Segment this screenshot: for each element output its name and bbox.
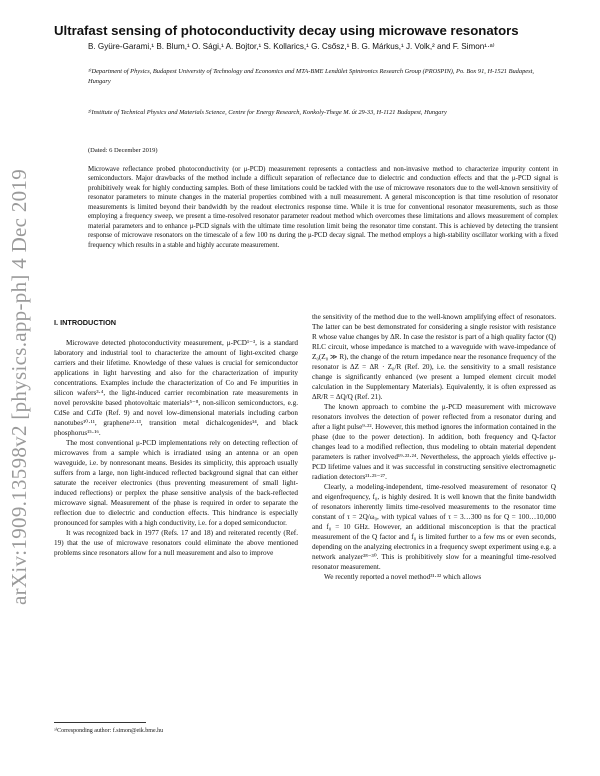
- paragraph: The most conventional μ-PCD implementations rely on detecting reflection of microwaves from a sample which is irradiated using an antenna or an open waveguide, i.e. by nonresonant means. Besides its simplicity, this approach usually suffers from a large, non light-induced reflected background signal that can either saturate the receiver electronics (thus preventing measurement of small light-induced reflections) or perplex the phase sensitive analysis of the back-reflected microwave signal. Measurement of the phase is required in order to separate the reflection due to dielectric and conduction effects. This hindrance is especially pronounced for samples with a high conductivity, i.e. for a doped semiconductor.: [54, 439, 298, 527]
- paragraph: Microwave detected photoconductivity measurement, μ-PCD¹⁻³, is a standard laboratory and industrial tool to characterize the amount of light-excited charge carriers and their lifetime. Knowledge of these values is crucial for semiconductor applications in light harvesting and also for the characterization of impurity concentrations. Examples include the characterization of Co and Fe impurities in silicon wafers³·⁴, the light-induced carrier recombination rate measurements in novel perovskite based photovoltaic materials⁵⁻⁸, non-silicon semiconductors, e.g. CdSe and CdTe (Ref. 9) and novel low-dimensional materials including carbon nanotubes¹⁰·¹¹, graphene¹²·¹³, transition metal dichalcogenides¹⁴, and black phosphorus¹⁵·¹⁶.: [54, 339, 298, 437]
- right-column: [312, 312, 556, 735]
- paragraph: The known approach to combine the μ-PCD measurement with microwave resonators involves the detection of power reflected from a resonator during and after a light pulse⁹·²². However, this method ignores the information contained in the phase (due to the power detection). In addition, both frequency and Q-factor changes lead to a modified reflection, thus modeling to obtain material dependent parameters is rather involved¹⁹·²³·²⁴. Nevertheless, the approach yields effective μ-PCD lifetime values and it was successful in constructing sensitive electromagnetic radiation detectors²¹·²⁵⁻²⁷.: [312, 403, 556, 481]
- paragraph: Clearly, a modeling-independent, time-resolved measurement of resonator Q and eigenfrequency, f₀, is highly desired. It is well known that the finite bandwidth of resonators inherently limits time-resolved measurements to the resonator time constant of τ = 2Q/ω₀, with typical values of τ = 3…300 ns for Q = 100…10,000 and f₀ = 10 GHz. However, an additional misconception is that the practical measurement of the Q factor and f₀ is limited further to a few ms or even seconds, depending on the analyzing electronics in a frequency swept experiment using e.g. a network analyzer²⁸⁻³⁰. This is prohibitively slow for a meaningful time-resolved resonator measurement.: [312, 483, 556, 571]
- arxiv-identifier-stamp: arXiv:1909.13598v2 [physics.app-ph] 4 Dec 2019: [7, 168, 31, 606]
- section-heading-introduction: I. INTRODUCTION: [54, 318, 117, 327]
- abstract: Microwave reflectance probed photoconductivity (or μ-PCD) measurement represents a contactless and non-invasive method to characterize impurity content in semiconductors. Major drawbacks of the method include a difficult separation of reflectance due to dielectric and conduction effects and that the μ-PCD signal is prohibitively weak for highly conducting samples. Both of these limitations could be tackled with the use of microwave resonators due to the well-known sensitivity of resonator parameters to minute changes in the material properties combined with a null measurement. A general misconception is that time resolution of resonator measurements is limited beyond their bandwidth by the readout electronics response time. While it is true for conventional resonator measurements, such as those employing a frequency sweep, we present a time-resolved resonator parameter readout method which overcomes these limitations and allows measurement of complex material parameters and to enhance μ-PCD signals with the ultimate time resolution limit being the resonator time constant. This is achieved by detecting the transient response of microwave resonators on the timescale of a few 100 ns during the μ-PCD decay signal. The method employs a high-stability oscillator working with a fixed frequency which results in a stable and highly accurate measurement.: [88, 166, 558, 249]
- left-column: [54, 338, 298, 708]
- paragraph: It was recognized back in 1977 (Refs. 17 and 18) and reiterated recently (Ref. 19) that the use of microwave resonators could eliminate the above mentioned problems since resonators allow for a null measurement and also to improve: [54, 529, 298, 557]
- corresponding-author-footnote: ᵃ⁾Corresponding author: f.simon@eik.bme.hu: [54, 728, 164, 734]
- footnote-divider: [54, 722, 146, 723]
- affiliation-1: ¹⁾Department of Physics, Budapest University of Technology and Economics and MTA-BME Lendület Spintronics Research Group (PROSPIN), Po. Box 91, H-1521 Budapest, Hungary: [88, 68, 534, 85]
- paragraph: We recently reported a novel method³¹·³² which allows: [324, 573, 482, 581]
- affiliation-2: ²⁾Institute of Technical Physics and Materials Science, Centre for Energy Research, Konkoly-Thege M. út 29-33, H-1121 Budapest, Hungary: [88, 109, 447, 116]
- date-line: (Dated: 6 December 2019): [88, 147, 158, 154]
- author-list: B. Gyüre-Garami,¹ B. Blum,¹ O. Sági,¹ A. Bojtor,¹ S. Kollarics,¹ G. Csősz,¹ B. G. Márkus,¹ J. Volk,² and F. Simon¹·ᵃ⁾: [88, 42, 495, 51]
- paragraph: the sensitivity of the method due to the well-known amplifying effect of resonators. The latter can be best demonstrated for considering a single resistor with resistance R whose value changes by ΔR. In case the resistor is part of a high quality factor (Q) RLC circuit, whose impedance is matched to a waveguide with wave-impedance of Z₀(Z₀ ≫ R), the change of the return impedance near the resonance frequency of the resonator is ΔZ = ΔR · Z₀/R (Ref. 20), i.e. the sensitivity to a small resistance change is significantly enhanced (we present a lumped element circuit model calculation in the Supplementary Materials). Equivalently, it is often expressed as ΔR/R = ΔQ/Q (Ref. 21).: [312, 313, 556, 401]
- paper-title: Ultrafast sensing of photoconductivity decay using microwave resonators: [54, 23, 519, 38]
